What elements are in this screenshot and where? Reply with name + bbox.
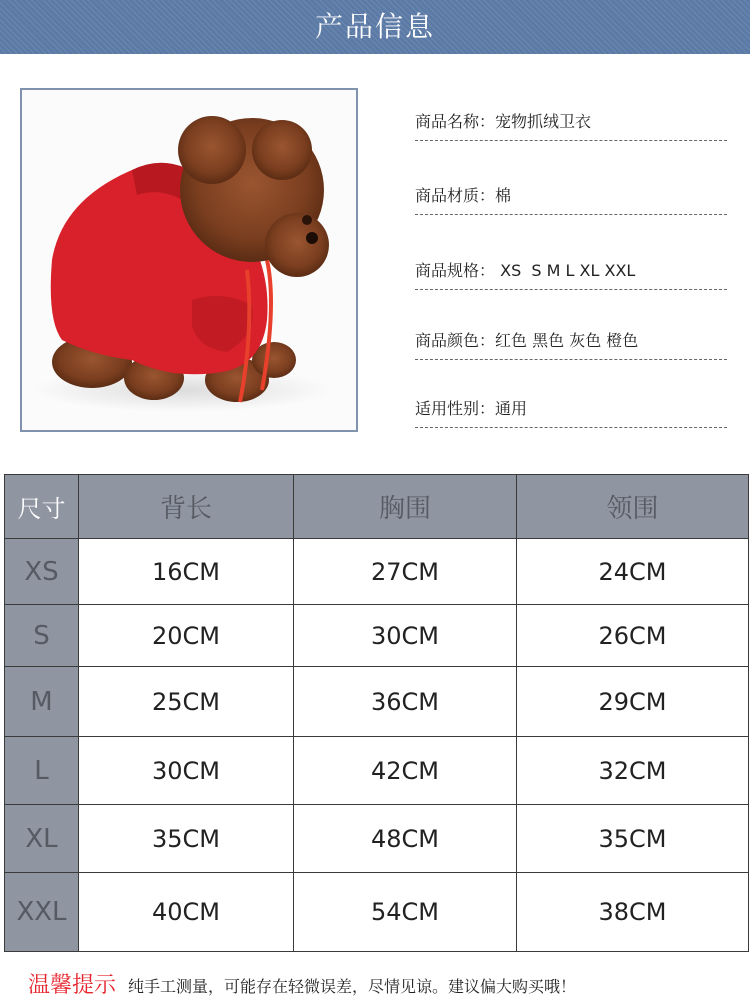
table-header-row xyxy=(5,475,749,539)
neck-cell: 32CM xyxy=(517,737,749,805)
tip-title: 温馨提示 xyxy=(28,973,117,998)
chest-cell: 36CM xyxy=(294,667,517,737)
neck-cell: 29CM xyxy=(517,667,749,737)
info-label: 商品名称： xyxy=(415,112,496,131)
info-value: XS S M L XL XXL xyxy=(495,261,636,280)
back-length-cell: 35CM xyxy=(79,805,294,873)
header-size: 尺寸 xyxy=(5,475,79,539)
size-cell: S xyxy=(5,605,79,667)
back-length-cell: 20CM xyxy=(79,605,294,667)
info-row-material xyxy=(415,178,727,215)
dog-in-red-hoodie-image xyxy=(22,90,356,430)
table-row xyxy=(5,737,749,805)
info-value: 宠物抓绒卫衣 xyxy=(495,112,592,131)
neck-cell: 24CM xyxy=(517,539,749,605)
back-length-cell: 25CM xyxy=(79,667,294,737)
chest-cell: 54CM xyxy=(294,873,517,952)
info-label: 商品规格： xyxy=(415,261,496,280)
chest-cell: 30CM xyxy=(294,605,517,667)
info-label: 商品颜色： xyxy=(415,331,496,350)
neck-cell: 26CM xyxy=(517,605,749,667)
back-length-cell: 30CM xyxy=(79,737,294,805)
table-row xyxy=(5,873,749,952)
info-label: 适用性别： xyxy=(415,399,496,418)
neck-cell: 35CM xyxy=(517,805,749,873)
warm-tip xyxy=(28,970,576,1002)
header-neck: 领围 xyxy=(517,475,749,539)
size-chart-table xyxy=(4,474,749,952)
neck-cell: 38CM xyxy=(517,873,749,952)
size-cell: M xyxy=(5,667,79,737)
size-cell: L xyxy=(5,737,79,805)
info-row-spec xyxy=(415,253,727,290)
back-length-cell: 16CM xyxy=(79,539,294,605)
info-value: 红色 黑色 灰色 橙色 xyxy=(495,331,639,350)
table-row xyxy=(5,805,749,873)
info-value: 通用 xyxy=(495,399,528,418)
chest-cell: 42CM xyxy=(294,737,517,805)
table-row xyxy=(5,605,749,667)
chest-cell: 27CM xyxy=(294,539,517,605)
back-length-cell: 40CM xyxy=(79,873,294,952)
header-chest: 胸围 xyxy=(294,475,517,539)
table-row xyxy=(5,667,749,737)
table-row xyxy=(5,539,749,605)
size-cell: XXL xyxy=(5,873,79,952)
info-row-gender xyxy=(415,391,727,428)
product-photo xyxy=(20,88,358,432)
info-row-color xyxy=(415,323,727,360)
info-label: 商品材质： xyxy=(415,186,496,205)
header-back-length: 背长 xyxy=(79,475,294,539)
page-title: 产品信息 xyxy=(314,10,435,43)
tip-text: 纯手工测量，可能存在轻微误差，尽情见谅。建议偏大购买哦！ xyxy=(128,977,577,996)
size-cell: XS xyxy=(5,539,79,605)
info-value: 棉 xyxy=(495,186,512,205)
size-cell: XL xyxy=(5,805,79,873)
info-row-name xyxy=(415,104,727,141)
chest-cell: 48CM xyxy=(294,805,517,873)
